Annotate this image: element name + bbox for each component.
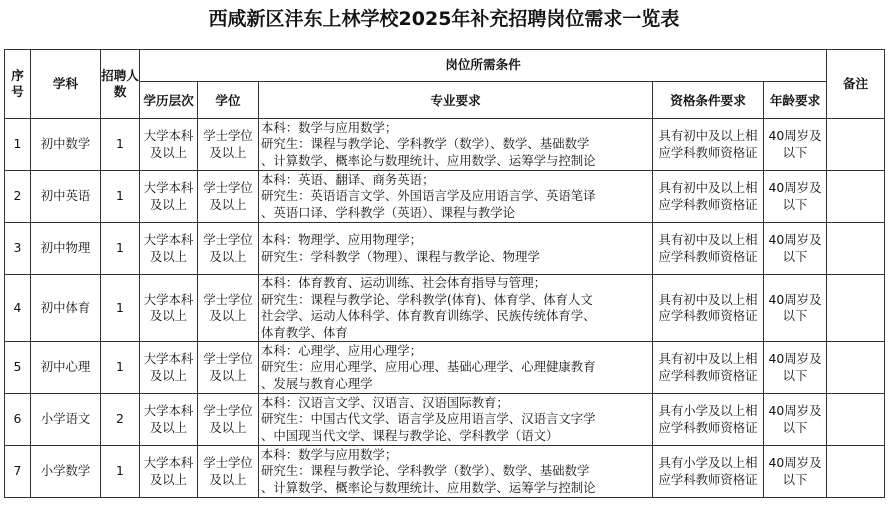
major-line: 、计算数学、概率论与数理统计、应用数学、运筹学与控制论 bbox=[261, 479, 596, 495]
cell-seq: 5 bbox=[5, 342, 31, 394]
cell-level: 大学本科及以上 bbox=[140, 342, 198, 394]
header-group: 岗位所需条件 bbox=[140, 50, 827, 82]
table-row bbox=[5, 171, 885, 223]
header-remark: 备注 bbox=[827, 50, 885, 119]
cell-subject: 初中物理 bbox=[31, 223, 101, 275]
major-line: 、英语口译、学科教学（英语）、课程与教学论 bbox=[261, 204, 516, 220]
cell-age: 40周岁及以下 bbox=[764, 171, 827, 223]
table-row bbox=[5, 342, 885, 394]
major-line: 研究生：英语语言文学、外国语言学及应用语言学、英语笔译 bbox=[261, 188, 596, 204]
major-line: 研究生：学科教学（物理）、课程与教学论、物理学 bbox=[261, 248, 540, 264]
cell-count: 1 bbox=[101, 275, 140, 342]
cell-qualification: 具有小学及以上相应学科教师资格证 bbox=[653, 394, 764, 446]
cell-subject: 初中体育 bbox=[31, 275, 101, 342]
header-level: 学历层次 bbox=[140, 82, 198, 119]
cell-subject: 小学语文 bbox=[31, 394, 101, 446]
table-body bbox=[5, 119, 885, 498]
cell-count: 2 bbox=[101, 394, 140, 446]
table-row bbox=[5, 223, 885, 275]
major-line: 研究生：课程与教学论、学科教学（数学）、数学、基础数学 bbox=[261, 136, 590, 152]
cell-subject: 初中英语 bbox=[31, 171, 101, 223]
cell-count: 1 bbox=[101, 446, 140, 498]
cell-count: 1 bbox=[101, 342, 140, 394]
cell-degree: 学士学位及以上 bbox=[198, 119, 259, 171]
cell-qualification: 具有初中及以上相应学科教师资格证 bbox=[653, 342, 764, 394]
page-title: 西咸新区沣东上林学校2025年补充招聘岗位需求一览表 bbox=[208, 8, 680, 30]
cell-major bbox=[259, 342, 653, 394]
major-line: 本科：物理学、应用物理学； bbox=[261, 232, 423, 247]
major-line: 本科：汉语言文学、汉语言、汉语国际教育； bbox=[261, 394, 509, 410]
cell-seq: 6 bbox=[5, 394, 31, 446]
cell-age: 40周岁及以下 bbox=[764, 342, 827, 394]
cell-subject: 小学数学 bbox=[31, 446, 101, 498]
table-row bbox=[5, 394, 885, 446]
cell-major bbox=[259, 275, 653, 342]
cell-age: 40周岁及以下 bbox=[764, 119, 827, 171]
cell-qualification: 具有初中及以上相应学科教师资格证 bbox=[653, 223, 764, 275]
cell-count: 1 bbox=[101, 223, 140, 275]
table-row bbox=[5, 119, 885, 171]
header-age: 年龄要求 bbox=[764, 82, 827, 119]
header-major: 专业要求 bbox=[259, 82, 653, 119]
cell-count: 1 bbox=[101, 119, 140, 171]
cell-count: 1 bbox=[101, 171, 140, 223]
cell-degree: 学士学位及以上 bbox=[198, 394, 259, 446]
cell-level: 大学本科及以上 bbox=[140, 275, 198, 342]
cell-level: 大学本科及以上 bbox=[140, 446, 198, 498]
cell-level: 大学本科及以上 bbox=[140, 394, 198, 446]
cell-qualification: 具有初中及以上相应学科教师资格证 bbox=[653, 275, 764, 342]
header-count: 招聘人数 bbox=[101, 50, 140, 119]
major-line: 研究生：应用心理学、应用心理、基础心理学、心理健康教育 bbox=[261, 359, 596, 375]
cell-level: 大学本科及以上 bbox=[140, 223, 198, 275]
major-line: 体育教学、体育 bbox=[261, 324, 348, 340]
cell-age: 40周岁及以下 bbox=[764, 446, 827, 498]
cell-remark bbox=[827, 394, 885, 446]
cell-degree: 学士学位及以上 bbox=[198, 171, 259, 223]
header-subject: 学科 bbox=[31, 50, 101, 119]
header-seq: 序号 bbox=[5, 50, 31, 119]
cell-level: 大学本科及以上 bbox=[140, 171, 198, 223]
cell-level: 大学本科及以上 bbox=[140, 119, 198, 171]
cell-remark bbox=[827, 223, 885, 275]
major-line: 、计算数学、概率论与数理统计、应用数学、运筹学与控制论 bbox=[261, 152, 596, 168]
cell-seq: 4 bbox=[5, 275, 31, 342]
cell-degree: 学士学位及以上 bbox=[198, 275, 259, 342]
cell-qualification: 具有小学及以上相应学科教师资格证 bbox=[653, 446, 764, 498]
cell-remark bbox=[827, 275, 885, 342]
cell-age: 40周岁及以下 bbox=[764, 275, 827, 342]
cell-seq: 3 bbox=[5, 223, 31, 275]
cell-degree: 学士学位及以上 bbox=[198, 446, 259, 498]
major-line: 本科：英语、翻译、商务英语； bbox=[261, 171, 435, 187]
table-row bbox=[5, 446, 885, 498]
major-line: 研究生：中国古代文学、语言学及应用语言学、汉语言文字学 bbox=[261, 411, 596, 427]
cell-seq: 7 bbox=[5, 446, 31, 498]
cell-major bbox=[259, 223, 653, 275]
cell-major bbox=[259, 446, 653, 498]
header-qualification: 资格条件要求 bbox=[653, 82, 764, 119]
cell-remark bbox=[827, 446, 885, 498]
cell-age: 40周岁及以下 bbox=[764, 223, 827, 275]
cell-qualification: 具有初中及以上相应学科教师资格证 bbox=[653, 119, 764, 171]
major-line: 本科：数学与应用数学； bbox=[261, 119, 398, 135]
cell-seq: 1 bbox=[5, 119, 31, 171]
major-line: 本科：数学与应用数学； bbox=[261, 446, 398, 462]
cell-age: 40周岁及以下 bbox=[764, 394, 827, 446]
positions-table bbox=[4, 49, 885, 498]
cell-remark bbox=[827, 119, 885, 171]
major-line: 、中国现当代文学、课程与教学论、学科教学（语文） bbox=[261, 427, 559, 443]
cell-major bbox=[259, 119, 653, 171]
cell-degree: 学士学位及以上 bbox=[198, 223, 259, 275]
major-line: 、发展与教育心理学 bbox=[261, 375, 373, 391]
major-line: 本科：体育教育、运动训练、社会体育指导与管理； bbox=[261, 275, 546, 290]
major-line: 研究生：课程与教学论、学科教学（数学）、数学、基础数学 bbox=[261, 463, 590, 479]
cell-subject: 初中数学 bbox=[31, 119, 101, 171]
major-line: 研究生：课程与教学论、学科教学(体育)、体育学、体育人文 bbox=[261, 291, 593, 307]
header-degree: 学位 bbox=[198, 82, 259, 119]
major-line: 社会学、运动人体科学、体育教育训练学、民族传统体育学、 bbox=[261, 308, 596, 323]
cell-degree: 学士学位及以上 bbox=[198, 342, 259, 394]
cell-major bbox=[259, 394, 653, 446]
major-line: 本科：心理学、应用心理学； bbox=[261, 342, 423, 358]
table-row bbox=[5, 275, 885, 342]
cell-subject: 初中心理 bbox=[31, 342, 101, 394]
cell-seq: 2 bbox=[5, 171, 31, 223]
cell-remark bbox=[827, 342, 885, 394]
cell-major bbox=[259, 171, 653, 223]
cell-qualification: 具有初中及以上相应学科教师资格证 bbox=[653, 171, 764, 223]
cell-remark bbox=[827, 171, 885, 223]
